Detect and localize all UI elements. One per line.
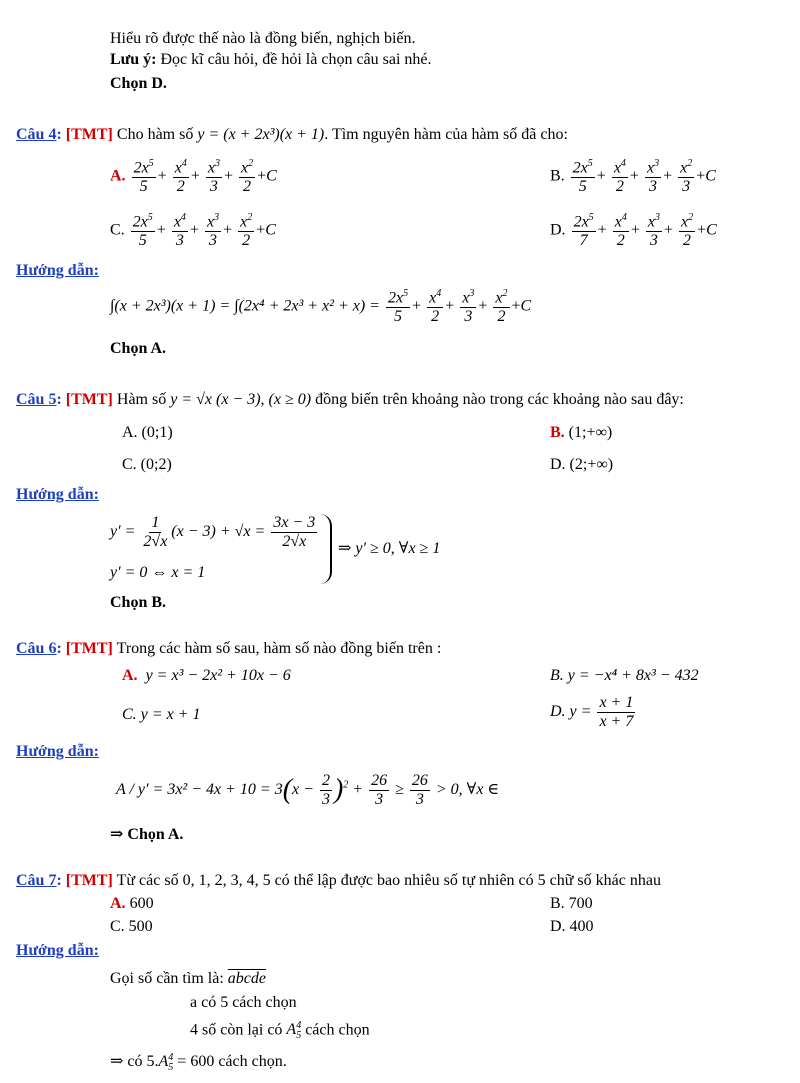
question-4-guide-heading: Hướng dẫn: <box>16 262 99 279</box>
question-5-solution-line2: y′ = 0 ⇔ x = 1 <box>110 564 206 581</box>
question-7-solution-line4: ⇒ có $5.A_5^4 = 600$ cách chọn. <box>110 1051 287 1074</box>
intro-choice: Chọn D. <box>110 75 167 92</box>
question-7-stem: Câu 7: [TMT] Từ các số 0, 1, 2, 3, 4, 5 có thể lập được bao nhiêu số tự nhiên có 5 chữ số khác nhau <box>16 872 661 889</box>
question-6-option-b[interactable]: B. y = −x⁴ + 8x³ − 432 <box>550 667 699 684</box>
question-4-option-d[interactable]: D. $\frac{2x^5}{7}$ + $\frac{x^4}{2}$ + $\frac{x^3}{3}$ + $\frac{x^2}{2}$ +C <box>550 212 717 249</box>
intro-note: Lưu ý: Đọc kĩ câu hỏi, đề hỏi là chọn câu sai nhé. <box>110 51 432 68</box>
question-4-choice: Chọn A. <box>110 340 167 357</box>
question-5-option-c[interactable]: C. (0;2) <box>122 456 172 473</box>
question-6-stem: Câu 6: [TMT] Trong các hàm số sau, hàm số nào đồng biến trên : <box>16 640 442 657</box>
question-4-option-b[interactable]: B. $\frac{2x^5}{5}$ + $\frac{x^4}{2}$ + $\frac{x^3}{3}$ + $\frac{x^2}{3}$ +C <box>550 158 716 195</box>
question-5-brace <box>318 514 332 584</box>
question-6-option-c[interactable]: C. y = x + 1 <box>122 706 201 723</box>
question-4-stem: Câu 4: [TMT] Cho hàm số y = (x + 2x³)(x + 1). Tìm nguyên hàm của hàm số đã cho: <box>16 126 568 143</box>
question-5-solution-line1: y′ = $\frac{1}{2√x}$ (x − 3) + √x = $\frac{3x - 3}{2√x}$ <box>110 514 316 550</box>
question-4-solution: ∫(x + 2x³)(x + 1) = ∫(2x⁴ + 2x³ + x² + x) = $\frac{2x^5}{5}$ + $\frac{x^4}{2}$ + $\frac{x^3}{3}$ + $\frac{x^2}{2}$ +C <box>110 288 532 325</box>
question-7-solution-line2: a có 5 cách chọn <box>190 994 297 1011</box>
question-5-solution-result: ⇒ y′ ≥ 0, ∀x ≥ 1 <box>338 540 441 557</box>
question-4-option-a[interactable]: A. $\frac{2x^5}{5}$ + $\frac{x^4}{2}$ + $\frac{x^3}{3}$ + $\frac{x^2}{2}$ +C <box>110 158 277 195</box>
question-6-solution: A / y′ = 3x² − 4x + 10 = 3(x − $\frac{2}{3}$ )$^2$ + $\frac{26}{3}$ ≥ $\frac{26}{3}$ > 0, ∀x ∈ <box>116 772 500 808</box>
question-6-option-d[interactable]: D. y = $\frac{x + 1}{x + 7}$ <box>550 694 634 730</box>
question-6-guide-heading: Hướng dẫn: <box>16 743 99 760</box>
question-7-guide-heading: Hướng dẫn: <box>16 942 99 959</box>
question-6-option-a[interactable]: A. y = x³ − 2x² + 10x − 6 <box>122 667 291 684</box>
question-5-stem: Câu 5: [TMT] Hàm số y = √x (x − 3), (x ≥ 0) đồng biến trên khoảng nào trong các khoảng nào sau đây: <box>16 391 684 408</box>
question-7-option-c[interactable]: C. 500 <box>110 918 153 935</box>
question-5-option-b[interactable]: B. (1;+∞) <box>550 424 613 441</box>
question-5-option-a[interactable]: A. (0;1) <box>122 424 173 441</box>
question-5-choice: Chọn B. <box>110 594 167 611</box>
intro-line: Hiểu rõ được thế nào là đồng biến, nghịch biến. <box>110 30 416 47</box>
question-5-guide-heading: Hướng dẫn: <box>16 486 99 503</box>
question-7-solution-line3: 4 số còn lại có $A_5^4$ cách chọn <box>190 1020 370 1042</box>
question-7-option-a[interactable]: A. 600 <box>110 895 154 912</box>
question-5-option-d[interactable]: D. (2;+∞) <box>550 456 614 473</box>
question-7-solution-line1: Gọi số cần tìm là: abcde <box>110 970 266 987</box>
question-7-option-d[interactable]: D. 400 <box>550 918 594 935</box>
question-7-option-b[interactable]: B. 700 <box>550 895 593 912</box>
question-6-choice: ⇒ Chọn A. <box>110 826 184 843</box>
question-4-option-c[interactable]: C. $\frac{2x^5}{5}$ + $\frac{x^4}{3}$ + $\frac{x^3}{3}$ + $\frac{x^2}{2}$ +C <box>110 212 276 249</box>
